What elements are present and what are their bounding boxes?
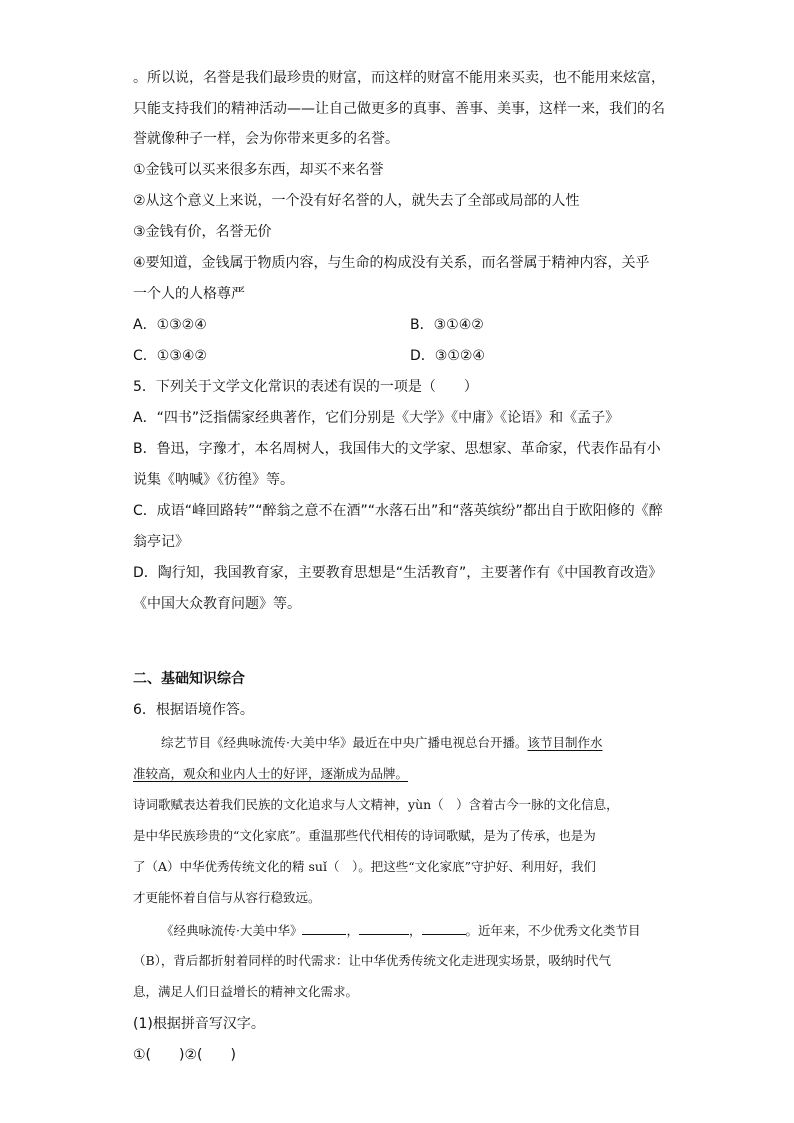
q5-option-c-cont: 翁亭记》 bbox=[133, 534, 189, 550]
para3-comma-1: ， bbox=[346, 923, 359, 938]
passage-para-2-line-1: 诗词歌赋表达着我们民族的文化追求与人文精神，yùn（ ）含着古今一脉的文化信息， bbox=[133, 797, 619, 812]
fill-blank-1[interactable] bbox=[302, 920, 346, 935]
passage-para-2-line-3: 了（A）中华优秀传统文化的精 suǐ（ ）。把这些“文化家底”守护好、利用好，我们 bbox=[133, 859, 596, 874]
sentence-4-cont: 一个人的人格尊严 bbox=[133, 286, 245, 302]
answer-blanks[interactable]: ①( )②( ) bbox=[133, 1047, 236, 1063]
q4-option-d[interactable]: D．③①②④ bbox=[410, 348, 485, 364]
q6-stem: 6．根据语境作答。 bbox=[133, 702, 254, 718]
underlined-sentence: 该节目制作水 bbox=[527, 735, 603, 750]
q5-option-a[interactable]: A．“四书”泛指儒家经典著作，它们分别是《大学》《中庸》《论语》和《孟子》 bbox=[133, 410, 620, 426]
para3-title: 《经典咏流传·大美中华》 bbox=[161, 923, 303, 938]
sub-question-1: (1)根据拼音写汉字。 bbox=[133, 1016, 265, 1032]
q4-option-b[interactable]: B．③①④② bbox=[410, 317, 484, 333]
underlined-sentence-cont: 准较高，观众和业内人士的好评，逐渐成为品牌。 bbox=[133, 766, 409, 781]
q5-option-d-cont: 《中国大众教育问题》等。 bbox=[133, 596, 301, 612]
q4-option-a[interactable]: A．①③②④ bbox=[133, 317, 207, 333]
q5-option-b-cont: 说集《呐喊》《彷徨》等。 bbox=[133, 472, 294, 488]
sentence-1: ①金钱可以买来很多东西，却买不来名誉 bbox=[133, 162, 384, 178]
passage-para-1-cont bbox=[133, 764, 408, 784]
sentence-4: ④要知道，金钱属于物质内容，与生命的构成没有关系，而名誉属于精神内容，关乎 bbox=[133, 255, 650, 271]
q5-stem: 5．下列关于文学文化常识的表述有误的一项是（ ） bbox=[133, 379, 478, 395]
passage-para-3 bbox=[161, 920, 641, 941]
passage-para-1 bbox=[161, 733, 603, 753]
q4-option-c[interactable]: C．①③④② bbox=[133, 348, 207, 364]
sentence-3: ③金钱有价，名誉无价 bbox=[133, 224, 272, 240]
passage-line-3: 誉就像种子一样，会为你带来更多的名誉。 bbox=[133, 131, 399, 147]
passage-para-3-line-3: 息，满足人们日益增长的精神文化需求。 bbox=[133, 984, 359, 999]
passage-para-2-line-4: 才更能怀着自信与从容行稳致远。 bbox=[133, 890, 321, 905]
fill-blank-2[interactable] bbox=[359, 920, 409, 935]
passage-line-1: 。所以说，名誉是我们最珍贵的财富，而这样的财富不能用来买卖，也不能用来炫富， bbox=[133, 70, 665, 86]
passage-para-3-line-2: （B），背后都折射着同样的时代需求：让中华优秀传统文化走进现实场景，吸纳时代气 bbox=[133, 953, 611, 968]
q5-option-d[interactable]: D．陶行知，我国教育家，主要教育思想是“生活教育”，主要著作有《中国教育改造》 bbox=[133, 565, 663, 581]
sentence-2: ②从这个意义上来说，一个没有好名誉的人，就失去了全部或局部的人性 bbox=[133, 193, 580, 209]
section-heading: 二、基础知识综合 bbox=[133, 671, 245, 687]
q5-option-c[interactable]: C．成语“峰回路转”“醉翁之意不在酒”“水落石出”和“落英缤纷”都出自于欧阳修的《醉 bbox=[133, 503, 663, 519]
fill-blank-3[interactable] bbox=[422, 920, 466, 935]
para3-end: 。近年来，不少优秀文化类节目 bbox=[465, 923, 641, 938]
q5-option-b[interactable]: B．鲁迅，字豫才，本名周树人，我国伟大的文学家、思想家、革命家，代表作品有小 bbox=[133, 441, 661, 457]
passage-line-2: 只能支持我们的精神活动——让自己做更多的真事、善事、美事，这样一来，我们的名 bbox=[133, 101, 665, 117]
passage-para-2-line-2: 是中华民族珍贵的“文化家底”。重温那些代代相传的诗词歌赋，是为了传承，也是为 bbox=[133, 828, 596, 843]
para3-comma-2: ， bbox=[409, 923, 422, 938]
para1-text: 综艺节目《经典咏流传·大美中华》最近在中央广播电视总台开播。 bbox=[161, 735, 528, 750]
